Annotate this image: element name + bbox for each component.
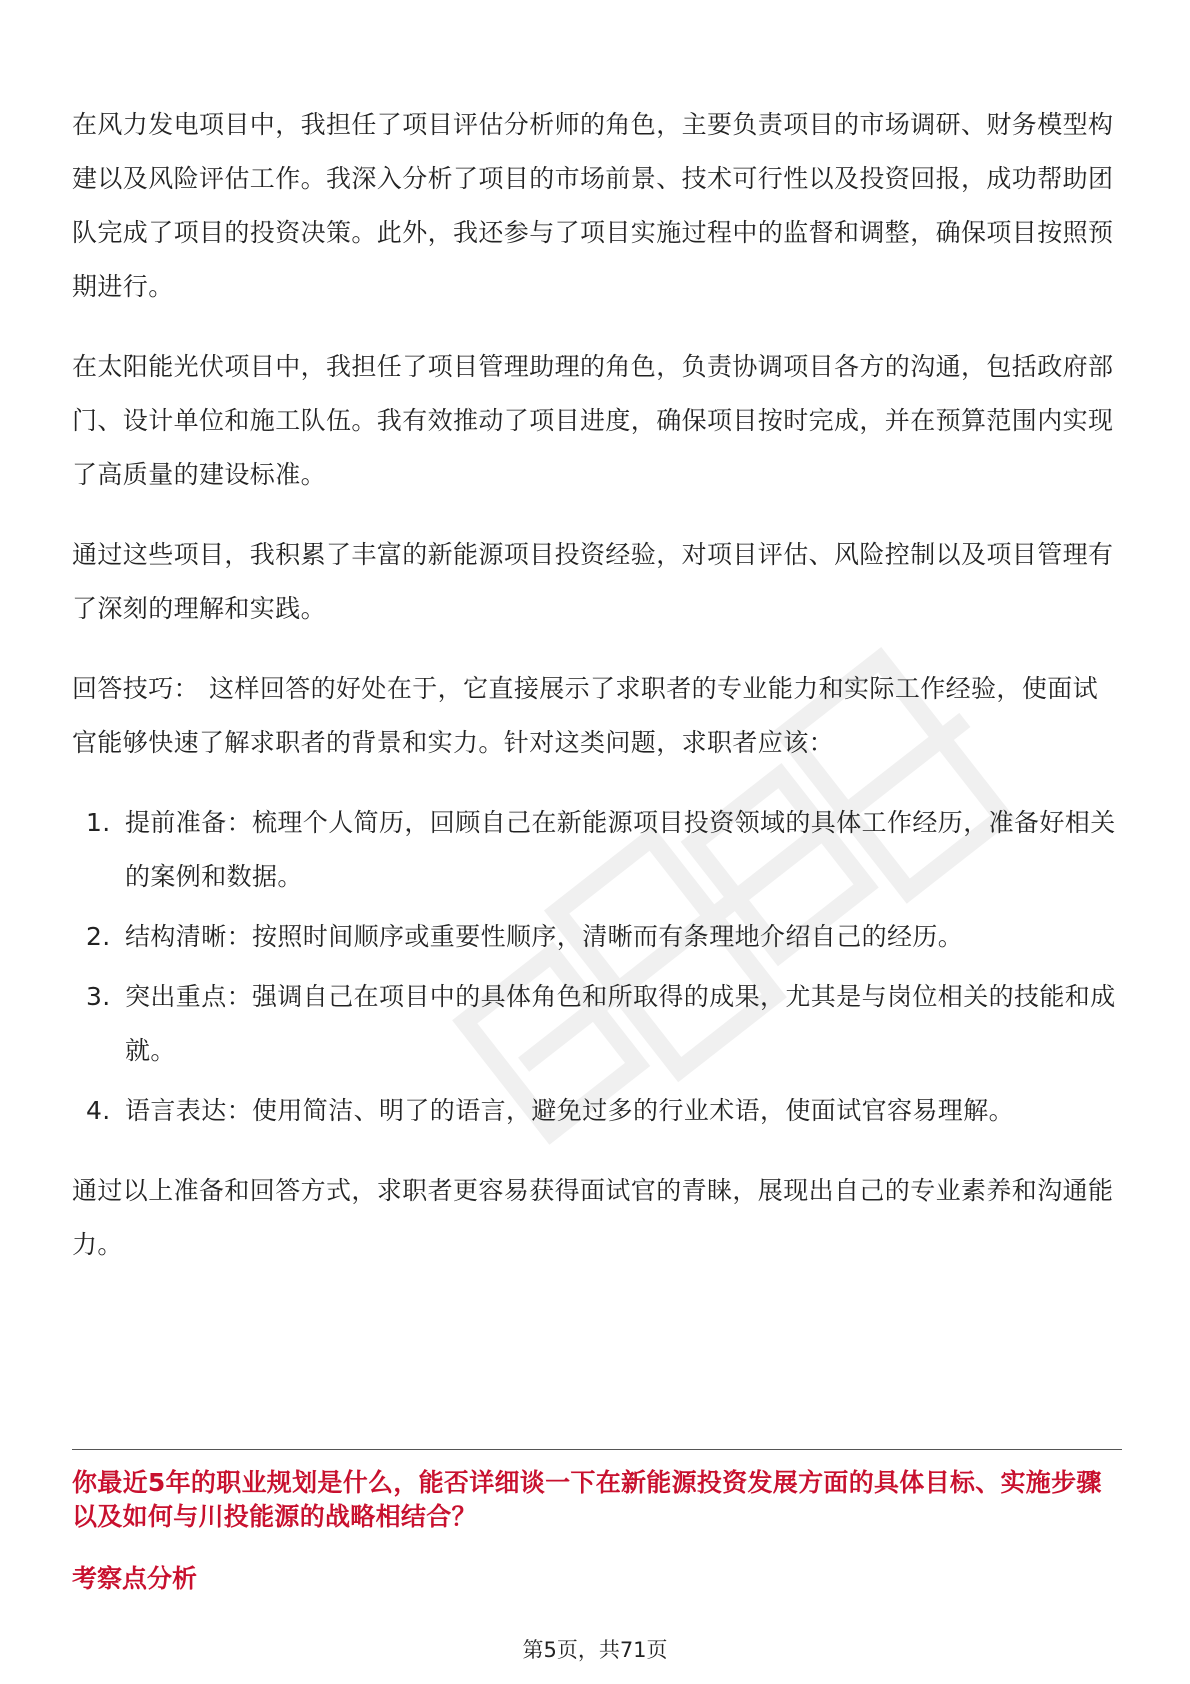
paragraph-wind-project: 在风力发电项目中，我担任了项目评估分析师的角色，主要负责项目的市场调研、财务模型构建以及风险评估工作。我深入分析了项目的市场前景、技术可行性以及投资回报，成功帮助团队完成了项目的投资决策。此外，我还参与了项目实施过程中的监督和调整，确保项目按照预期进行。: [72, 110, 1114, 301]
list-item: [72, 1084, 1122, 1138]
list-item: [72, 796, 1122, 904]
list-item-text: 结构清晰：按照时间顺序或重要性顺序，清晰而有条理地介绍自己的经历。: [125, 922, 964, 951]
answer-tips-text: 这样回答的好处在于，它直接展示了求职者的专业能力和实际工作经验，使面试官能够快速了解求职者的背景和实力。针对这类问题，求职者应该：: [72, 674, 1099, 757]
interview-question: 你最近5年的职业规划是什么，能否详细谈一下在新能源投资发展方面的具体目标、实施步骤以及如何与川投能源的战略相结合？: [72, 1468, 1102, 1531]
answer-tips-label: 回答技巧：: [72, 674, 200, 703]
tips-list: [72, 796, 1122, 1138]
list-item-text: 提前准备：梳理个人简历，回顾自己在新能源项目投资领域的具体工作经历，准备好相关的案例和数据。: [125, 808, 1116, 891]
list-item: [72, 970, 1122, 1078]
section-title: 考察点分析: [72, 1564, 198, 1593]
document-body: [72, 98, 1122, 1298]
list-item-number: 3.: [86, 982, 111, 1011]
list-item-number: 2.: [86, 922, 111, 951]
page-number: 第5页，共71页: [522, 1638, 668, 1662]
list-item-text: 语言表达：使用简洁、明了的语言，避免过多的行业术语，使面试官容易理解。: [125, 1096, 1015, 1125]
list-item-number: 1.: [86, 808, 111, 837]
answer-tips-paragraph: [72, 662, 1122, 770]
section-divider: [72, 1449, 1122, 1450]
paragraph-conclusion: 通过以上准备和回答方式，求职者更容易获得面试官的青睐，展现出自己的专业素养和沟通能力。: [72, 1176, 1114, 1259]
paragraph-experience-summary: 通过这些项目，我积累了丰富的新能源项目投资经验，对项目评估、风险控制以及项目管理有了深刻的理解和实践。: [72, 540, 1114, 623]
paragraph-solar-project: 在太阳能光伏项目中，我担任了项目管理助理的角色，负责协调项目各方的沟通，包括政府部门、设计单位和施工队伍。我有效推动了项目进度，确保项目按时完成，并在预算范围内实现了高质量的建设标准。: [72, 352, 1114, 489]
list-item-number: 4.: [86, 1096, 111, 1125]
list-item-text: 突出重点：强调自己在项目中的具体角色和所取得的成果，尤其是与岗位相关的技能和成就。: [125, 982, 1116, 1065]
list-item: [72, 910, 1122, 964]
